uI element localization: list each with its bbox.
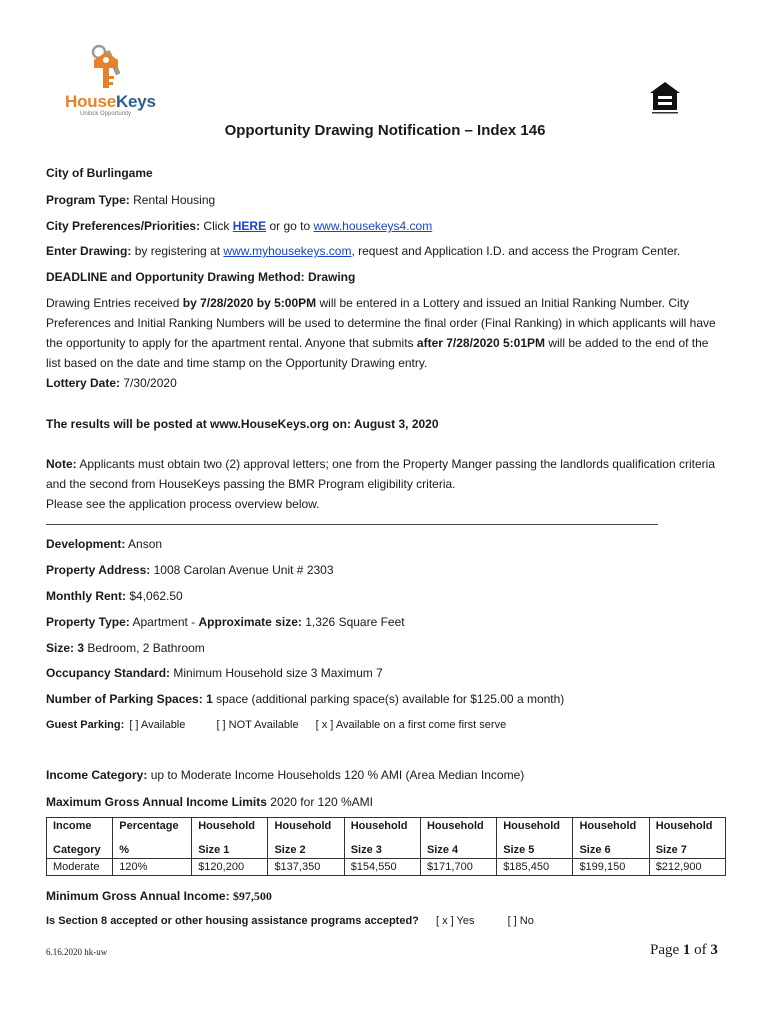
table-cell: $199,150 bbox=[573, 859, 649, 876]
enter-drawing: Enter Drawing: by registering at www.myhousekeys.com, request and Application I.D. and access the Program Center. bbox=[46, 244, 681, 258]
housekeys-logo bbox=[58, 42, 158, 118]
lottery-date: Lottery Date: 7/30/2020 bbox=[46, 376, 177, 390]
table-cell: $185,450 bbox=[497, 859, 573, 876]
table-header-cell: Household Size 2 bbox=[268, 818, 344, 859]
table-header-cell: Household Size 1 bbox=[192, 818, 268, 859]
drawing-paragraph: Drawing Entries received by 7/28/2020 by 5:00PM will be entered in a Lottery and issued an Initial Ranking Number. City Preferences and Initial Ranking Numbers will be used to determine the final order (Final Ranking) in which applicants will have the opportunity to apply for the apartment rental. Anyone that submits after 7/28/2020 5:01PM will be added to the end of the list based on the date and time stamp on the Opportunity Drawing entry. bbox=[46, 296, 716, 370]
table-cell: $120,200 bbox=[192, 859, 268, 876]
results-posting: The results will be posted at www.HouseKeys.org on: August 3, 2020 bbox=[46, 417, 439, 431]
program-type: Program Type: Rental Housing bbox=[46, 193, 216, 207]
table-header-cell: Household Size 7 bbox=[649, 818, 725, 859]
note-paragraph: Note: Applicants must obtain two (2) approval letters; one from the Property Manger passing the landlords qualification criteria and the second from HouseKeys passing the BMR Program eligibility criteria. Please see the application process overview below. bbox=[46, 457, 715, 511]
table-row bbox=[47, 859, 726, 876]
table-cell: $137,350 bbox=[268, 859, 344, 876]
housekeys4-link[interactable]: www.housekeys4.com bbox=[313, 219, 433, 233]
table-cell: Moderate bbox=[47, 859, 113, 876]
city-preferences: City Preferences/Priorities: Click HERE or go to www.housekeys4.com bbox=[46, 219, 433, 233]
table-header-cell: Income Category bbox=[47, 818, 113, 859]
income-category: Income Category: up to Moderate Income Households 120 % AMI (Area Median Income) bbox=[46, 768, 525, 782]
deadline-heading: DEADLINE and Opportunity Drawing Method: Drawing bbox=[46, 270, 356, 284]
section-divider bbox=[46, 524, 658, 525]
table-header-row bbox=[47, 818, 726, 859]
table-header-cell: Household Size 6 bbox=[573, 818, 649, 859]
page-title: Opportunity Drawing Notification – Index 146 bbox=[224, 122, 546, 139]
monthly-rent: Monthly Rent: $4,062.50 bbox=[46, 589, 183, 603]
occupancy-standard: Occupancy Standard: Minimum Household size 3 Maximum 7 bbox=[46, 666, 383, 680]
city-name: City of Burlingame bbox=[46, 166, 153, 180]
property-type: Property Type: Apartment - Approximate size: 1,326 Square Feet bbox=[46, 615, 405, 629]
footer-date-code: 6.16.2020 hk-uw bbox=[46, 947, 108, 957]
table-cell: $212,900 bbox=[649, 859, 725, 876]
table-header-cell: Household Size 3 bbox=[344, 818, 420, 859]
table-header-cell: Household Size 4 bbox=[420, 818, 496, 859]
guest-parking: Guest Parking: [ ] Available [ ] NOT Available [ x ] Available on a first come first serve bbox=[46, 719, 507, 731]
page-number: Page 1 of 3 bbox=[650, 942, 718, 958]
development: Development: Anson bbox=[46, 537, 163, 551]
table-cell: 120% bbox=[113, 859, 192, 876]
table-header-cell: Household Size 5 bbox=[497, 818, 573, 859]
section-8-question: Is Section 8 accepted or other housing assistance programs accepted? [ x ] Yes [ ] No bbox=[46, 915, 534, 927]
myhousekeys-link[interactable]: www.myhousekeys.com bbox=[223, 244, 352, 258]
parking-spaces: Number of Parking Spaces: 1 space (additional parking space(s) available for $125.00 a month) bbox=[46, 692, 565, 706]
min-gross-income: Minimum Gross Annual Income: $97,500 bbox=[46, 889, 272, 903]
table-header-cell: Percentage % bbox=[113, 818, 192, 859]
table-cell: $171,700 bbox=[420, 859, 496, 876]
logo-tagline: Unlock Opportunity bbox=[80, 111, 132, 117]
logo-wordmark: HouseKeys bbox=[65, 92, 156, 111]
house-key-icon bbox=[84, 42, 134, 92]
unit-size: Size: 3 Bedroom, 2 Bathroom bbox=[46, 641, 205, 655]
property-address: Property Address: 1008 Carolan Avenue Unit # 2303 bbox=[46, 563, 334, 577]
table-cell: $154,550 bbox=[344, 859, 420, 876]
income-limits-table bbox=[46, 817, 726, 876]
here-link[interactable]: HERE bbox=[232, 219, 267, 233]
max-gross-income: Maximum Gross Annual Income Limits 2020 for 120 %AMI bbox=[46, 795, 374, 809]
equal-housing-opportunity-icon bbox=[648, 80, 682, 116]
